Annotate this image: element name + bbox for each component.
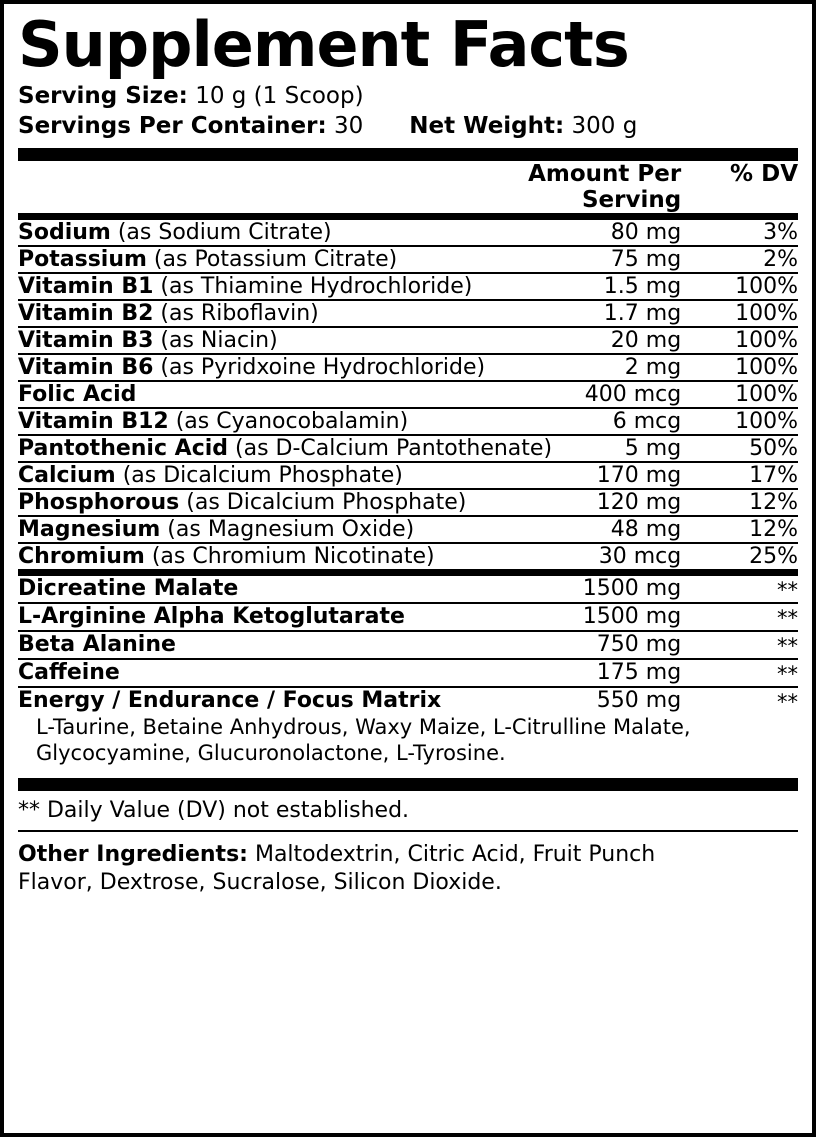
serving-size-value: 10 g (1 Scoop): [195, 83, 364, 109]
nutrient-qualifier: (as Riboflavin): [160, 300, 319, 326]
matrix-dv: **: [681, 687, 798, 714]
nutrient-qualifier: (as Potassium Citrate): [153, 246, 398, 272]
nutrient-name-cell: [18, 273, 477, 300]
nutrient-name-cell: [18, 435, 553, 462]
matrix-amount: 550 mg: [477, 687, 681, 714]
nutrient-amount: 2 mg: [477, 354, 681, 381]
table-row: [18, 516, 798, 543]
nutrient-name: Sodium: [18, 219, 111, 245]
nutrient-dv: 100%: [681, 327, 798, 354]
nutrient-name: Vitamin B2: [18, 300, 154, 326]
active-dv: **: [777, 577, 798, 602]
nutrient-name-cell: [18, 381, 477, 408]
table-row: [18, 543, 798, 569]
table-row: [18, 489, 798, 516]
other-ingredients-line1: [18, 841, 798, 869]
nutrient-name-cell: [18, 300, 477, 327]
nutrient-amount: 1.5 mg: [477, 273, 681, 300]
active-name: L-Arginine Alpha Ketoglutarate: [18, 603, 405, 629]
nutrient-name-cell: [18, 462, 477, 489]
servings-per-container-value: 30: [334, 112, 364, 139]
nutrient-qualifier: (as Chromium Nicotinate): [151, 543, 435, 569]
nutrient-dv: 3%: [763, 219, 798, 245]
matrix-name: Energy / Endurance / Focus Matrix: [18, 687, 442, 713]
other-ingredients-line2: Flavor, Dextrose, Sucralose, Silicon Dioxide.: [18, 870, 502, 896]
active-amount: 175 mg: [477, 659, 681, 687]
nutrient-name: Magnesium: [18, 516, 161, 542]
active-amount: 1500 mg: [477, 603, 681, 631]
active-dv: **: [681, 659, 798, 687]
nutrient-dv: 100%: [681, 354, 798, 381]
table-row: [18, 300, 798, 327]
nutrient-dv: 50%: [681, 435, 798, 462]
nutrient-amount: 30 mcg: [477, 543, 681, 569]
active-dv: **: [681, 603, 798, 631]
table-row: [18, 327, 798, 354]
servings-per-container-line: [18, 112, 798, 142]
nutrient-qualifier: (as Niacin): [160, 327, 278, 353]
table-row-matrix: [18, 687, 798, 714]
table-row: [18, 435, 798, 462]
table-header-row: [18, 161, 798, 213]
other-ingredients-label: Other Ingredients:: [18, 842, 248, 868]
nutrient-qualifier: (as Thiamine Hydrochloride): [160, 273, 473, 299]
nutrient-name-cell: [18, 246, 477, 273]
nutrient-amount: 5 mg: [477, 435, 681, 462]
active-name-cell: [18, 576, 477, 603]
nutrient-dv: 100%: [681, 408, 798, 435]
nutrient-qualifier: (as Magnesium Oxide): [167, 516, 415, 542]
nutrient-dv: 25%: [681, 543, 798, 569]
divider-thick-footnote: [18, 778, 798, 791]
nutrient-dv: 100%: [681, 273, 798, 300]
header-percent-dv: % DV: [730, 160, 798, 187]
nutrient-amount: 20 mg: [477, 327, 681, 354]
nutrient-qualifier: (as Pyridxoine Hydrochloride): [160, 354, 486, 380]
dv-footnote: ** Daily Value (DV) not established.: [18, 798, 410, 824]
table-row: [18, 631, 798, 659]
nutrient-name-cell: [18, 408, 477, 435]
active-name-cell: [18, 659, 477, 687]
table-row: [18, 408, 798, 435]
active-name: Caffeine: [18, 659, 120, 685]
header-spacer: [18, 161, 477, 213]
table-row: [18, 576, 798, 603]
nutrient-qualifier: (as Cyanocobalamin): [175, 408, 409, 434]
nutrient-name: Pantothenic Acid: [18, 435, 229, 461]
active-amount: 750 mg: [477, 631, 681, 659]
divider-thick-top: [18, 148, 798, 161]
matrix-ingredients-line1: L-Taurine, Betaine Anhydrous, Waxy Maize, L-Citrulline Malate,: [36, 714, 691, 739]
matrix-ingredients: [18, 714, 798, 773]
nutrient-amount: 6 mcg: [477, 408, 681, 435]
nutrient-qualifier: (as Sodium Citrate): [117, 219, 332, 245]
divider-med-header: [18, 213, 798, 220]
serving-size-line: [18, 82, 798, 112]
nutrient-amount: 75 mg: [477, 246, 681, 273]
table-row: [18, 246, 798, 273]
nutrient-amount: 120 mg: [477, 489, 681, 516]
nutrient-dv: 2%: [681, 246, 798, 273]
nutrient-name: Vitamin B6: [18, 354, 154, 380]
active-name: Dicreatine Malate: [18, 575, 239, 601]
nutrient-name-cell: [18, 489, 477, 516]
table-row: [18, 354, 798, 381]
other-ingredients: [18, 832, 798, 897]
nutrient-name: Vitamin B12: [18, 408, 169, 434]
nutrient-qualifier: (as D-Calcium Pantothenate): [235, 435, 553, 461]
table-row: [18, 273, 798, 300]
nutrient-name: Calcium: [18, 462, 116, 488]
nutrient-name: Vitamin B3: [18, 327, 154, 353]
nutrient-name-cell: [18, 220, 477, 246]
active-name: Beta Alanine: [18, 631, 176, 657]
nutrient-qualifier: (as Dicalcium Phosphate): [186, 489, 467, 515]
nutrient-dv: 100%: [681, 300, 798, 327]
matrix-name-cell: [18, 687, 477, 714]
serving-size-label: Serving Size:: [18, 83, 188, 109]
nutrient-amount: 170 mg: [477, 462, 681, 489]
nutrient-amount: 48 mg: [477, 516, 681, 543]
nutrient-dv: 17%: [681, 462, 798, 489]
nutrient-qualifier: (as Dicalcium Phosphate): [122, 462, 403, 488]
nutrient-amount: 1.7 mg: [477, 300, 681, 327]
net-weight-value: 300 g: [571, 112, 638, 139]
header-amount-per-serving: Amount Per Serving: [528, 160, 682, 213]
matrix-ingredients-line2: Glycocyamine, Glucuronolactone, L-Tyrosine.: [36, 741, 506, 766]
table-row: [18, 603, 798, 631]
nutrient-amount: 80 mg: [610, 219, 682, 245]
nutrient-amount: 400 mcg: [477, 381, 681, 408]
nutrient-name-cell: [18, 516, 477, 543]
active-amount: 1500 mg: [582, 575, 682, 601]
nutrient-table: [18, 220, 798, 569]
actives-table: [18, 576, 798, 714]
nutrient-name: Folic Acid: [18, 381, 137, 407]
nutrient-name: Vitamin B1: [18, 273, 154, 299]
nutrient-dv: 12%: [681, 489, 798, 516]
active-name-cell: [18, 631, 477, 659]
nutrient-dv: 12%: [681, 516, 798, 543]
active-name-cell: [18, 603, 477, 631]
nutrient-name: Potassium: [18, 246, 147, 272]
servings-per-container-label: Servings Per Container:: [18, 112, 327, 139]
net-weight-label: Net Weight:: [409, 112, 565, 139]
other-ingredients-text1: Maltodextrin, Citric Acid, Fruit Punch: [254, 842, 656, 868]
divider-med-actives: [18, 569, 798, 576]
nutrient-name-cell: [18, 327, 477, 354]
nutrient-name: Chromium: [18, 543, 145, 569]
table-row: [18, 381, 798, 408]
table-row: [18, 462, 798, 489]
page-title: Supplement Facts: [18, 8, 629, 81]
nutrient-name: Phosphorous: [18, 489, 180, 515]
table-row: [18, 659, 798, 687]
nutrient-name-cell: [18, 354, 486, 381]
nutrient-name-cell: [18, 543, 477, 569]
table-row: [18, 220, 798, 246]
nutrient-dv: 100%: [681, 381, 798, 408]
active-dv: **: [681, 631, 798, 659]
facts-table: [18, 161, 798, 213]
